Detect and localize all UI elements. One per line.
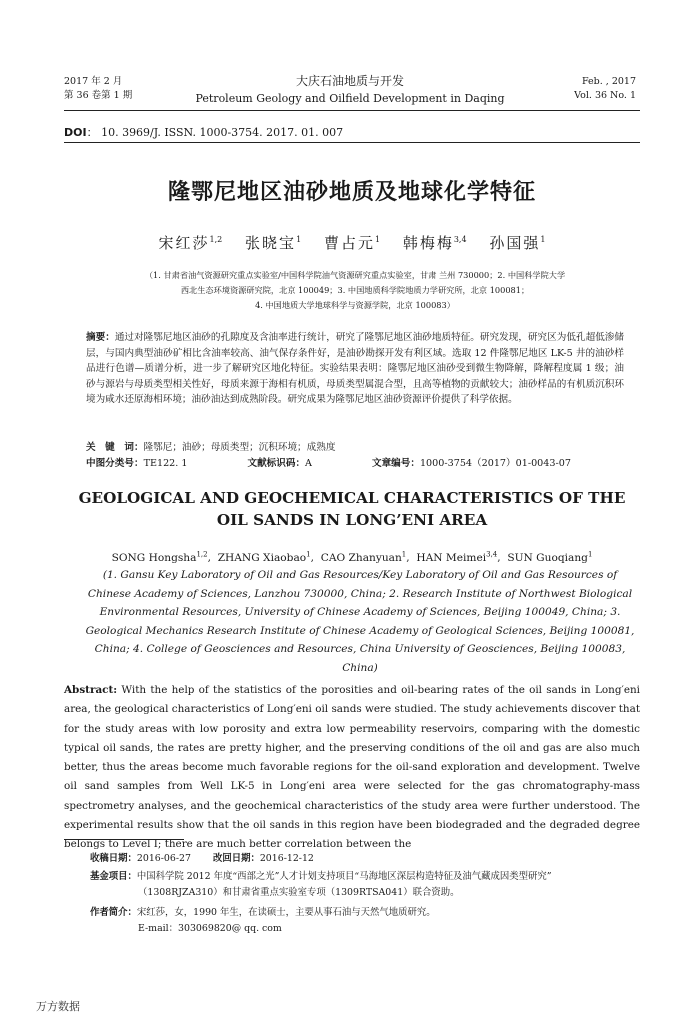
author-cn: 宋红莎$^{1,2}$ xyxy=(158,234,223,252)
abstract-cn-label: 摘要： xyxy=(86,332,115,343)
article-number-value: 1000-3754（2017）01-0043-07 xyxy=(419,458,571,469)
classification-line xyxy=(86,455,646,469)
author-email: E-mail：303069820@ qq. com xyxy=(138,923,282,934)
doi-line xyxy=(64,124,343,140)
journal-name-en: Petroleum Geology and Oilfield Development in Daqing xyxy=(195,92,505,105)
header-right xyxy=(574,75,636,103)
author-en: SUN Guoqiang$^1$ xyxy=(507,550,593,564)
author-bio-label: 作者简介： xyxy=(90,907,137,918)
author-en: SONG Hongsha$^{1,2}$ xyxy=(111,550,208,564)
footnote-rule xyxy=(64,839,184,840)
fund-text-1: 中国科学院 2012 年度“西部之光”人才计划支持项目“马海地区深层构造特征及油气藏成因类型研究” xyxy=(136,871,552,882)
author-cn: 孙国强$^1$ xyxy=(489,234,546,252)
author-en: ZHANG Xiaobao$^1$ xyxy=(217,550,311,564)
affiliation-line: 4. 中国地质大学地球科学与资源学院，北京 100083） xyxy=(255,300,455,310)
doc-code-value: A xyxy=(305,458,312,469)
footnote-dates xyxy=(90,851,640,867)
abstract-en-label: Abstract: xyxy=(64,684,118,696)
doc-code-label: 文献标识码： xyxy=(247,458,306,469)
article-number-label: 文章编号： xyxy=(371,458,420,469)
author-bio-text: 宋红莎，女，1990 年生，在读硕士，主要从事石油与天然气地质研究。 xyxy=(136,907,436,918)
header-date-cn: 2017 年 2 月 xyxy=(64,76,123,87)
revised-label: 改回日期： xyxy=(212,853,260,864)
fund-label: 基金项目： xyxy=(90,871,137,882)
keywords-cn-label: 关 键 词： xyxy=(86,442,144,453)
received-label: 收稿日期： xyxy=(90,853,137,864)
footnote-author xyxy=(90,905,640,937)
header-rule xyxy=(64,110,640,111)
header-volume-en: Vol. 36 No. 1 xyxy=(574,90,636,101)
header-left xyxy=(64,75,132,103)
affiliations-en: (1. Gansu Key Laboratory of Oil and Gas Resources/Key Laboratory of Oil and Gas Resources of Chinese Academy of Sciences, Lanzhou 730000, China; 2. Research Institute of Northwest Biological Environmental Resources, University of Chinese Academy of Sciences, Beijing 100049, China; 3. Geological Mechanics Research Institute of Chinese Academy of Geological Sciences, Beijing 100081, China; 4. College of Geosciences and Resources, China University of Geosciences, Beijing 100083, China) xyxy=(85,569,635,674)
abstract-en xyxy=(64,681,640,855)
author-en: HAN Meimei$^{3,4}$ xyxy=(416,550,498,564)
author-cn: 韩梅梅$^{3,4}$ xyxy=(402,234,467,252)
journal-name-cn: 大庆石油地质与开发 xyxy=(295,74,404,88)
journal-header xyxy=(150,73,550,106)
affiliation-line: （1. 甘肃省油气资源研究重点实验室/中国科学院油气资源研究重点实验室，甘肃 兰州 730000；2. 中国科学院大学 xyxy=(144,270,566,280)
authors-cn xyxy=(64,232,640,253)
author-en: CAO Zhanyuan$^1$ xyxy=(320,550,407,564)
author-cn: 张晓宝$^1$ xyxy=(245,234,302,252)
abstract-cn xyxy=(86,330,624,408)
footnote-fund xyxy=(90,869,640,901)
header-date-en: Feb. , 2017 xyxy=(581,76,636,87)
watermark-text: 万方数据 xyxy=(36,1000,80,1013)
clc-value: TE122. 1 xyxy=(143,458,188,469)
doi-value: ： 10. 3969/J. ISSN. 1000-3754. 2017. 01. 007 xyxy=(86,126,344,139)
received-date: 2016-06-27 xyxy=(136,853,191,864)
doi-rule xyxy=(64,142,640,143)
abstract-en-text: With the help of the statistics of the porosities and oil-bearing rates of the oil sands in Long′eni area, the geological characteristics of Long′eni oil sands were studied. The study achievements discover that for the study areas with low porosity and extra low permeability reservoirs, comparing with the domestic typical oil sands, the rates are pretty higher, and the preserving conditions of the oil and gas are also much better, thus the areas become much favorable regions for the oil-sand exploration and development. Twelve oil sand samples from Well LK-5 in Long′eni area were selected for the gas chromatography-mass spectrometry analyses, and the geochemical characteristics of the study area were further understood. The experimental results show that the oil sands in this region have been biodegraded and the degraded degree belongs to Level Ⅰ; there are much better correlation between the xyxy=(64,684,640,851)
affiliations-cn xyxy=(100,268,610,313)
abstract-cn-text: 通过对隆鄂尼地区油砂的孔隙度及含油率进行统计，研究了隆鄂尼地区油砂地质特征。研究发现，研究区为低孔超低渗储层，与国内典型油砂矿相比含油率较高、油气保存条件好，是油砂勘探开发有利区域。选取 12 件隆鄂尼地区 LK-5 井的油砂样品进行色谱—质谱分析，进一步了解研究区地化特征。实验结果表明：隆鄂尼地区油砂受到微生物降解，降解程度属 1 级；油砂与源岩与母质类型相关性好，母质来源于海相有机质，母质类型属混合型，且高等植物的贡献较大；油砂样品的有机质沉积环境为咸水还原海相环境；油砂油达到成熟阶段。研究成果为隆鄂尼地区油砂资源评价提供了科学依据。 xyxy=(86,332,625,406)
header-volume-cn: 第 36 卷第 1 期 xyxy=(64,90,133,101)
affiliation-line: 西北生态环境资源研究院，北京 100049；3. 中国地质科学院地质力学研究所，北京 100081； xyxy=(180,285,530,295)
title-cn: 隆鄂尼地区油砂地质及地球化学特征 xyxy=(167,180,536,205)
doi-label: DOI xyxy=(64,126,87,139)
author-cn: 曹占元$^1$ xyxy=(323,234,381,252)
fund-text-2: （1308RJZA310）和甘肃省重点实验室专项（1309RTSA041）联合资助。 xyxy=(138,887,460,898)
authors-en: SONG Hongsha$^{1,2}$, ZHANG Xiaobao$^1$, CAO Zhanyuan$^1$, HAN Meimei$^{3,4}$, SUN Guoqiang$^1$ xyxy=(111,550,593,564)
clc-label: 中图分类号： xyxy=(86,458,144,469)
revised-date: 2016-12-12 xyxy=(259,853,314,864)
title-en: GEOLOGICAL AND GEOCHEMICAL CHARACTERISTICS OF THE OIL SANDS IN LONG’ENI AREA xyxy=(78,489,626,529)
keywords-cn-text: 隆鄂尼；油砂；母质类型；沉积环境；成熟度 xyxy=(143,442,336,453)
keywords-cn xyxy=(86,439,624,453)
